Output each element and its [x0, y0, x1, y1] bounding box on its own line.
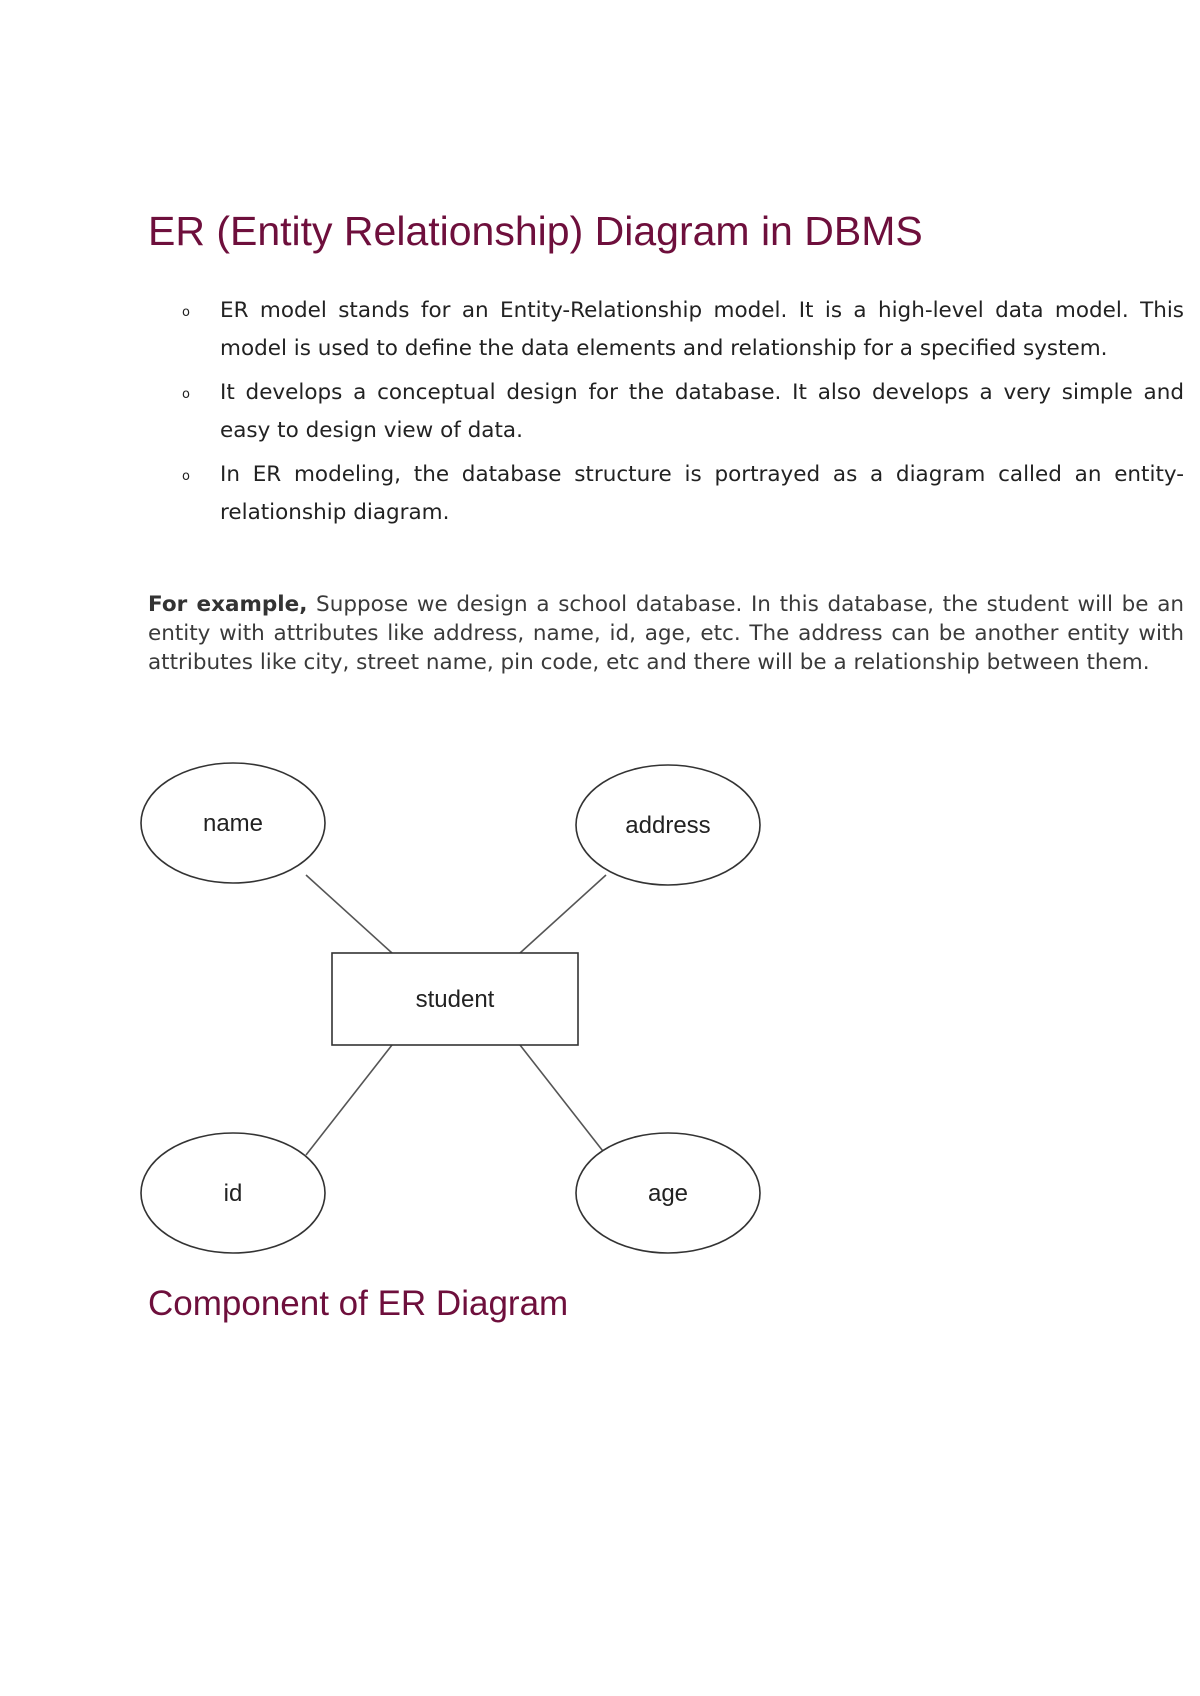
example-paragraph — [148, 590, 1184, 677]
example-text: Suppose we design a school database. In this database, the student will be an entity with attributes like address, name, id, age, etc. The address can be another entity with attributes like city, street name, pin code, etc and there will be a relationship between them. — [148, 592, 1185, 675]
connector-address-student — [520, 875, 606, 953]
bullet-list — [148, 292, 1184, 538]
bullet-marker-icon: o — [182, 387, 190, 402]
example-lead: For example, — [148, 592, 308, 617]
page-title: ER (Entity Relationship) Diagram in DBMS — [148, 208, 923, 254]
attribute-label-age: age — [647, 1180, 689, 1207]
list-item-text: It develops a conceptual design for the database. It also develops a very simple and easy to design view of data. — [220, 380, 1184, 443]
connector-student-age — [520, 1045, 606, 1155]
attribute-label-name: name — [202, 810, 264, 837]
bullet-marker-icon: o — [182, 469, 190, 484]
list-item — [148, 374, 1184, 450]
attribute-label-address: address — [625, 812, 711, 839]
list-item — [148, 456, 1184, 532]
section-heading: Component of ER Diagram — [148, 1284, 569, 1323]
er-diagram — [140, 755, 780, 1265]
entity-label-student: student — [415, 986, 495, 1013]
connector-name-student — [306, 875, 392, 953]
bullet-marker-icon: o — [182, 305, 190, 320]
connector-student-id — [306, 1045, 392, 1155]
list-item-text: In ER modeling, the database structure is portrayed as a diagram called an entity-relationship diagram. — [220, 462, 1184, 525]
attribute-label-id: id — [223, 1180, 243, 1207]
list-item — [148, 292, 1184, 368]
list-item-text: ER model stands for an Entity-Relationship model. It is a high-level data model. This model is used to define the data elements and relationship for a specified system. — [220, 298, 1184, 361]
